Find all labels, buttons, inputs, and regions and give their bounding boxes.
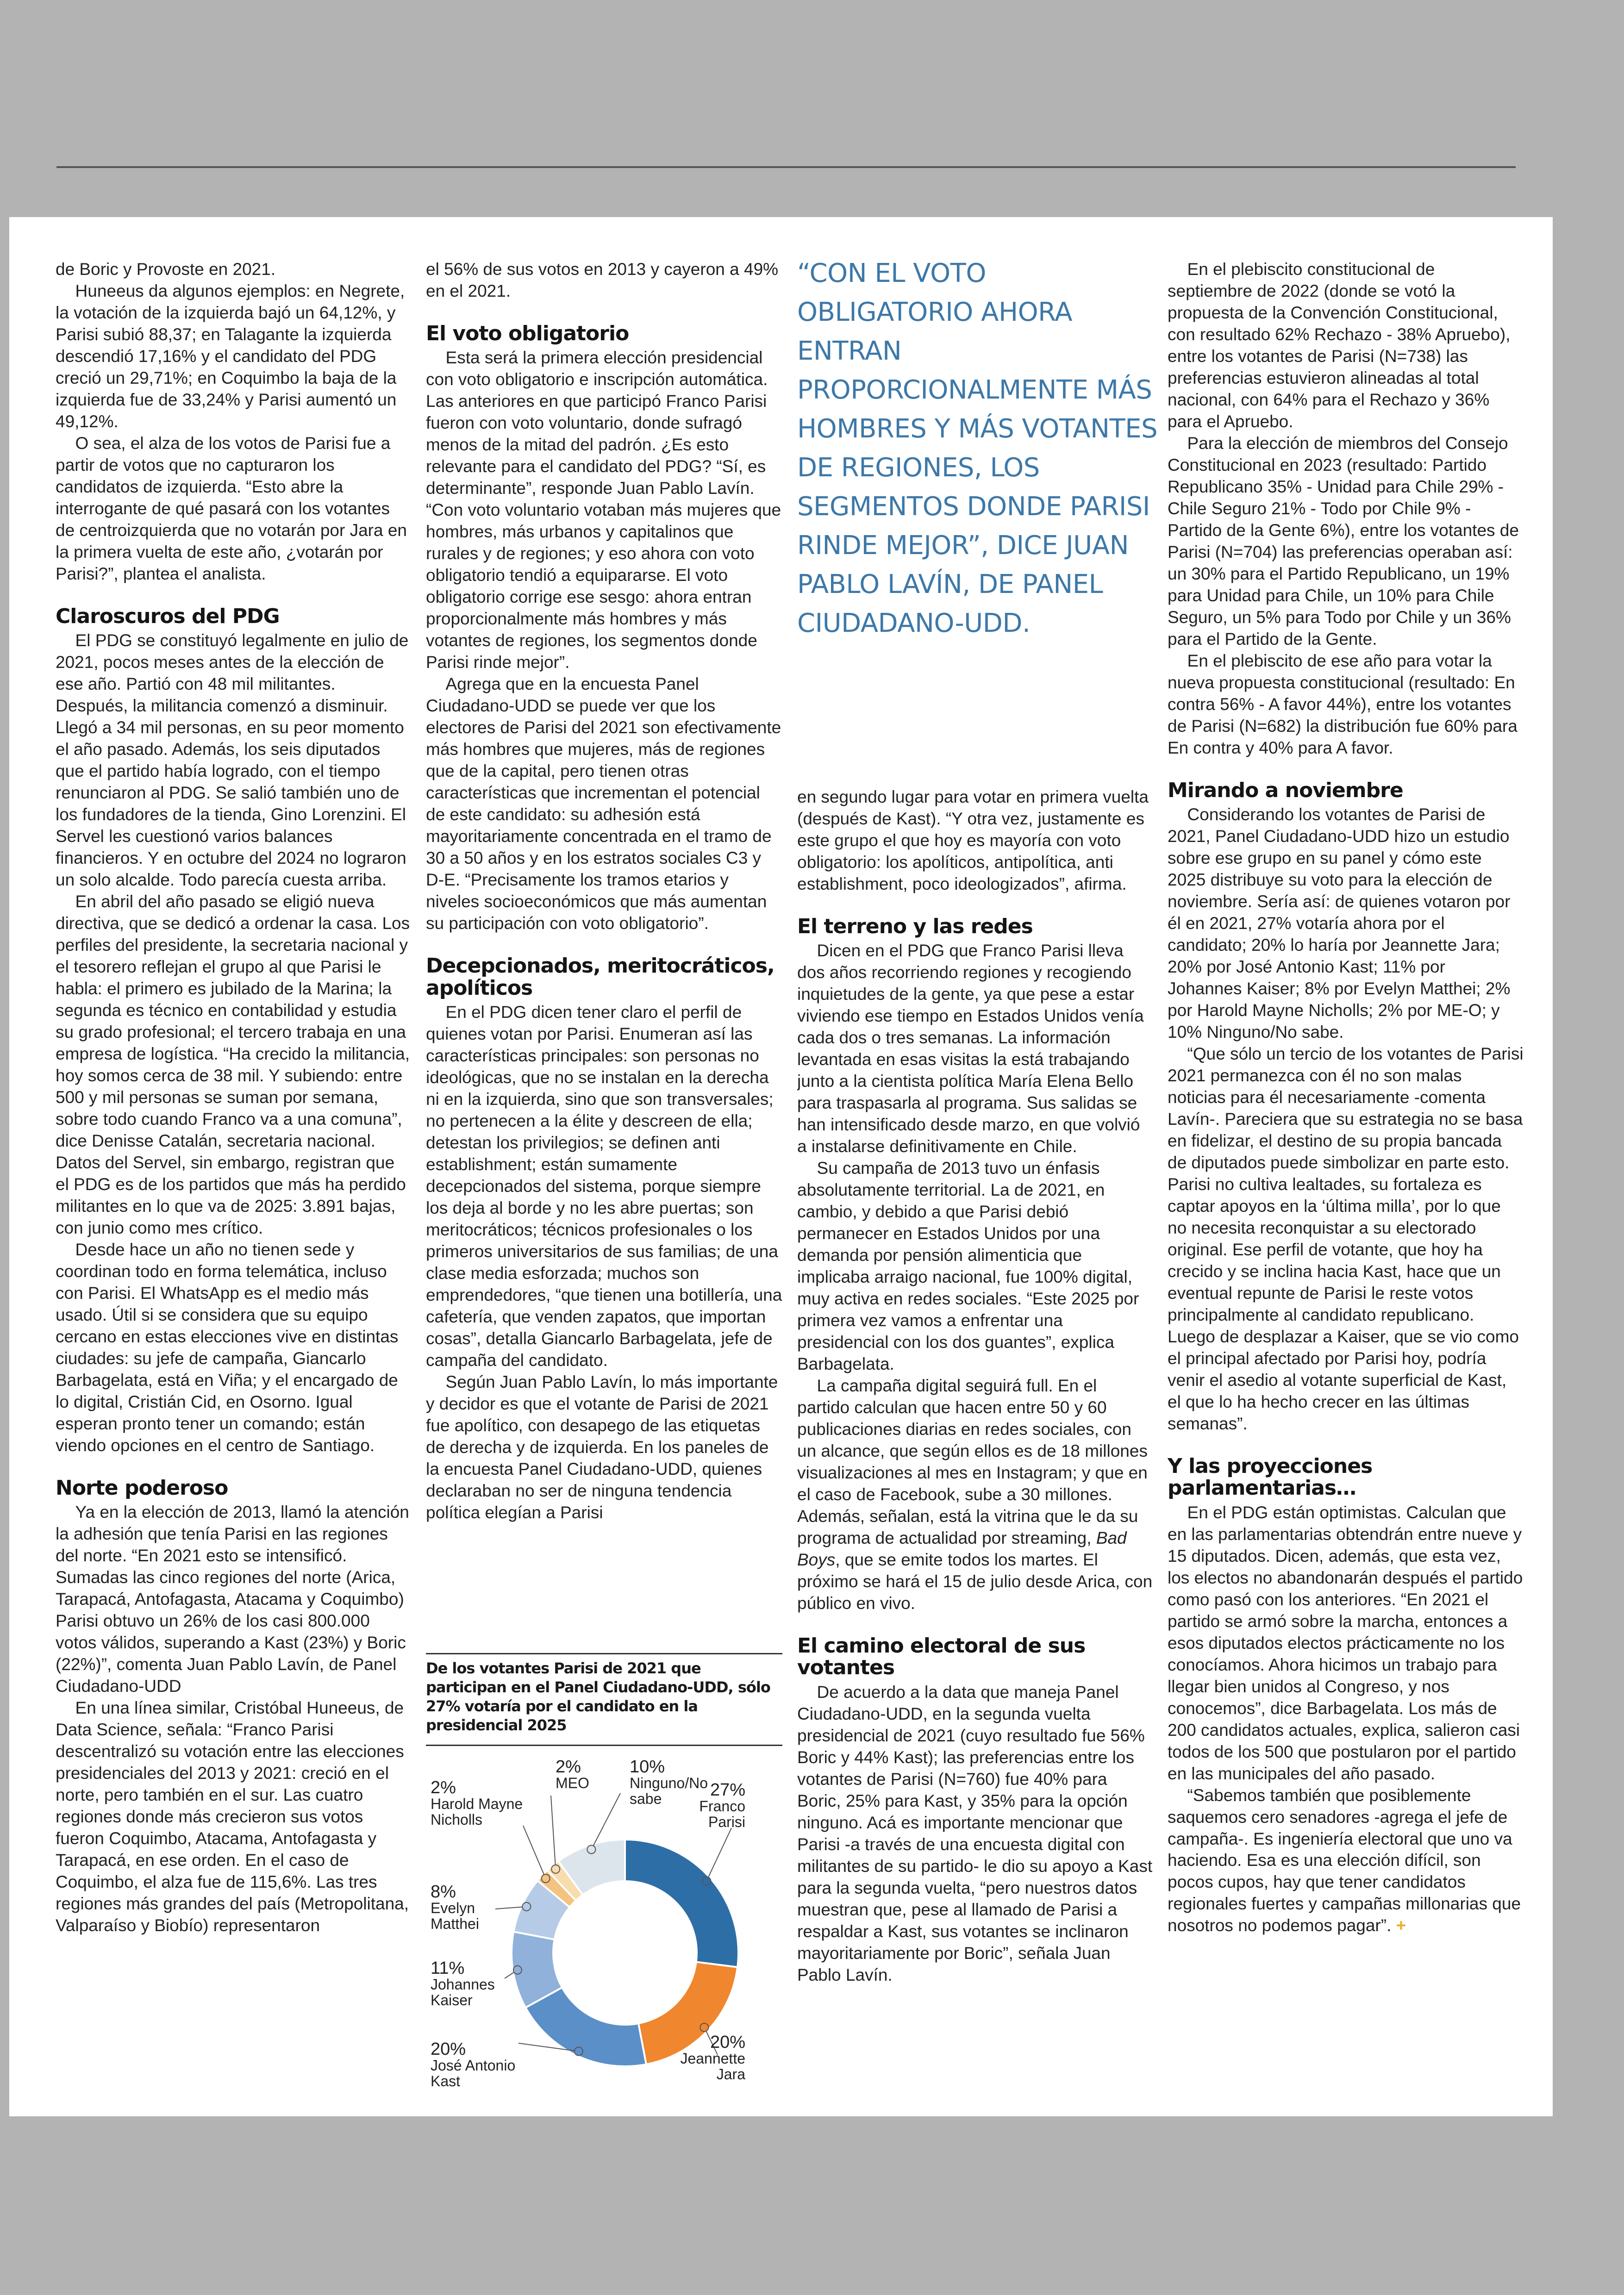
paragraph: En el PDG dicen tener claro el perfil de quienes votan por Parisi. Enumeran así las características principales: son personas no ideológicas, que no se instalan en la derecha ni en la izquierda, sino que son transversales; no pertenecen a la élite y descreen de ella; detestan los privilegios; se definen anti establishment; están sumamente decepcionados del sistema, porque siempre los deja al borde y no les abre puertas; son meritocráticos; técnicos profesionales o los primeros universitarios de sus familias; de una clase media esforzada; muchos son emprendedores, “que tienen una botillería, una cafetería, que venden zapatos, que importan cosas”, detalla Giancarlo Barbagelata, jefe de campaña del candidato. (426, 1003, 782, 1370)
subheading-norte-poderoso: Norte poderoso (56, 1476, 228, 1500)
leader-marker (587, 1846, 595, 1854)
subheading-voto-obligatorio: El voto obligatorio (426, 321, 629, 345)
paragraph: Considerando los votantes de Parisi de 2021, Panel Ciudadano-UDD hizo un estudio sobre ese grupo en su panel y cómo este 2025 distribuye su voto para la elección de noviembre. Sería así: de quienes votaron por él en 2021, 27% votaría ahora por el candidato; 20% lo haría por Jeannette Jara; 20% por José Antonio Kast; 11% por Johannes Kaiser; 8% por Evelyn Matthei; 2% por Harold Mayne Nicholls; 2% por ME-O; y 10% Ninguno/No sabe. (1168, 805, 1511, 1041)
magazine-page (9, 217, 1553, 2116)
subheading-mirando-noviembre: Mirando a noviembre (1168, 778, 1403, 802)
paragraph: En el plebiscito constitucional de septiembre de 2022 (donde se votó la propuesta de la Convención Constitucional, con resultado 62% Rechazo - 38% Apruebo), entre los votantes de Parisi (N=738) las preferencias estuvieron alineadas al total nacional, con 64% para el Rechazo y 36% para el Apruebo. (1168, 260, 1511, 431)
slice-label: 11% Johannes Kaiser (431, 1958, 495, 2008)
paragraph: de Boric y Provoste en 2021. (56, 260, 276, 279)
leader-marker (551, 1865, 560, 1873)
leader-marker (700, 2023, 708, 2032)
subheading-camino-electoral: El camino electoral de sus votantes (797, 1634, 1086, 1680)
slice-label: 2% MEO (556, 1757, 589, 1791)
paragraph (1168, 1785, 1524, 1937)
paragraph-text: La campaña digital seguirá full. En el partido calculan que hacen entre 50 y 60 publicaciones diarias en redes sociales, con un alcance, que según ellos es de 18 millones visualizaciones al mes en Instagram; y que en el caso de Facebook, sube a 30 millones. Además, señalan, está la vitrina que le da su programa de actualidad por streaming, (797, 1376, 1148, 1548)
paragraph: En abril del año pasado se eligió nueva directiva, que se dedicó a ordenar la casa. Los perfiles del presidente, la secretaria nacional y el tesorero reflejan el grupo al que Parisi le habla: el primero es jubilado de la Marina; la segunda es técnico en contabilidad y estudia su grado profesional; el tercero trabaja en una empresa de logística. “Ha crecido la militancia, hoy somos cerca de 38 mil. Y subiendo: entre 500 y mil personas se suman por semana, sobre todo cuando Franco va a una comuna”, dice Denisse Catalán, secretaria nacional. Datos del Servel, sin embargo, registran que el PDG es de los partidos que más ha perdido militantes en lo que va de 2025: 3.891 bajas, con junio como mes crítico. (56, 892, 410, 1237)
chart-title: De los votantes Parisi de 2021 que participan en el Panel Ciudadano-UDD, sólo 27% votaría por el candidato en la presidencial 2025 (426, 1659, 770, 1734)
paragraph: En el plebiscito de ese año para votar la nueva propuesta constitucional (resultado: En contra 56% - A favor 44%), entre los votantes de Parisi (N=682) la distribución fue 60% para En contra y 40% para A favor. (1168, 651, 1518, 757)
chart-rule-bottom (426, 1745, 782, 1746)
donut-slice (525, 1988, 646, 2066)
program-name: Bad Boys (797, 1528, 1127, 1569)
paragraph: Su campaña de 2013 tuvo un énfasis absolutamente territorial. La de 2021, en cambio, y debido a que Parisi debió permanecer en Estados Unidos por una demanda por pensión alimenticia que implicaba arraigo nacional, fue 100% digital, muy activa en redes sociales. “Este 2025 por primera vez vamos a enfrentar una presidencial con los dos guantes”, explica Barbagelata. (797, 1159, 1139, 1374)
paragraph (797, 1375, 1154, 1615)
paragraph: en segundo lugar para votar en primera vuelta (después de Kast). “Y otra vez, justamente es este grupo el que hoy es mayoría con voto obligatorio: los apolíticos, antipolítica, anti establishment, poco ideologizados”, afirma. (797, 787, 1149, 893)
leader-line (523, 1826, 546, 1878)
paragraph: Agrega que en la encuesta Panel Ciudadano-UDD se puede ver que los electores de Parisi del 2021 son efectivamente más hombres que mujeres, más de regiones que de la capital, pero tienen otras características que incrementan el potencial de este candidato: su adhesión está mayoritariamente concentrada en el tramo de 30 a 50 años y en los estratos sociales C3 y D-E. “Precisamente los tramos etarios y niveles socioeconómicos que más aumentan su participación con voto obligatorio”. (426, 674, 781, 933)
subheading-proyecciones: Y las proyecciones parlamentarias… (1168, 1454, 1373, 1500)
paragraph: O sea, el alza de los votos de Parisi fue a partir de votos que no capturaron los candidatos de izquierda. “Esto abre la interrogante de qué pasará con los votantes de centroizquierda que no votarán por Jara en la primera vuelta de este año, ¿votarán por Parisi?”, plantea el analista. (56, 433, 407, 583)
chart-rule-top (426, 1653, 782, 1654)
paragraph: Dicen en el PDG que Franco Parisi lleva dos años recorriendo regiones y recogiendo inquietudes de la gente, ya que pese a estar viviendo ese tiempo en Estados Unidos venía cada dos o tres semanas. La información levantada en esas visitas la está trabajando junto a la cientista política María Elena Bello para traspasarla al programa. Sus salidas se han intensificado desde marzo, en que volvió a instalarse definitivamente en Chile. (797, 941, 1144, 1156)
leader-marker (575, 2047, 583, 2056)
column-4 (1168, 259, 1524, 1937)
paragraph: Ya en la elección de 2013, llamó la atención la adhesión que tenía Parisi en las regiones del norte. “En 2021 esto se intensificó. Sumadas las cinco regiones del norte (Arica, Tarapacá, Antofagasta, Atacama y Coquimbo) Parisi obtuvo un 26% de los casi 800.000 votos válidos, superando a Kast (23%) y Boric (22%)”, comenta Juan Pablo Lavín, de Panel Ciudadano-UDD (56, 1503, 409, 1696)
paragraph: En una línea similar, Cristóbal Huneeus, de Data Science, señala: “Franco Parisi descentralizó su votación entre las elecciones presidenciales del 2013 y 2021: creció en el norte, pero también en el sur. Las cuatro regiones donde más crecieron sus votos fueron Coquimbo, Atacama, Antofagasta y Tarapacá, en ese orden. En el caso de Coquimbo, el alza fue de 115,6%. Las tres regiones más grandes del país (Metropolitana, Valparaíso y Biobío) representaron (56, 1698, 409, 1935)
subheading-decepcionados: Decepcionados, meritocráticos, apolíticos (426, 954, 775, 1000)
top-rule (56, 166, 1516, 168)
donut-chart (426, 1752, 782, 2103)
slice-label: 2% Harold Mayne Nicholls (431, 1778, 523, 1828)
leader-line (706, 1828, 731, 1881)
paragraph: Huneeus da algunos ejemplos: en Negrete, la votación de la izquierda bajó un 64,12%, y Parisi subió 88,37; en Talagante la izquierda descendió 17,16% y el candidato del PDG creció un 29,71%; en Coquimbo la baja de la izquierda fue de 33,24% y Parisi aumentó un 49,12%. (56, 281, 405, 431)
paragraph: “Que sólo un tercio de los votantes de Parisi 2021 permanezca con él no son malas noticias para él necesariamente -comenta Lavín-. Pareciera que su estrategia no se basa en fidelizar, el destino de su propia bancada de diputados puede simbolizar en parte esto. Parisi no cultiva lealtades, su fortaleza es captar apoyos en la ‘última milla’, por lo que no necesita reconquistar a su electorado original. Ese perfil de votante, que hoy ha crecido y se inclina hacia Kast, hace que un eventual repunte de Parisi le reste votos principalmente al candidato republicano. Luego de desplazar a Kaiser, que se vio como el principal afectado por Parisi hoy, podría venir el asedio al votante superficial de Kast, el que lo ha hecho crecer en las últimas semanas”. (1168, 1044, 1524, 1433)
leader-marker (513, 1966, 522, 1974)
slice-label: 27% Franco Parisi (699, 1780, 745, 1830)
leader-line (551, 1796, 556, 1869)
paragraph: Esta será la primera elección presidencial con voto obligatorio e inscripción automática. Las anteriores en que participó Franco Parisi fueron con voto voluntario, donde sufragó menos de la mitad del padrón. ¿Es esto relevante para el candidato del PDG? “Sí, es determinante”, responde Juan Pablo Lavín. “Con voto voluntario votaban más mujeres que hombres, más urbanos y capitalinos que rurales y de regiones; y eso ahora con voto obligatorio tendió a equipararse. El voto obligatorio corrige ese sesgo: ahora entran proporcionalmente más hombres y más votantes de regiones, los segmentos donde Parisi rinde mejor”. (426, 348, 781, 672)
end-mark-icon: + (1396, 1916, 1406, 1935)
slice-label: 8% Evelyn Matthei (431, 1882, 479, 1932)
donut-slice (625, 1840, 738, 1967)
paragraph: Para la elección de miembros del Consejo Constitucional en 2023 (resultado: Partido Republicano 35% - Unidad para Chile 29% - Chile Seguro 21% - Todo por Chile 9% - Partido de la Gente 6%), entre los votantes de Parisi (N=704) las preferencias operaban así: un 30% para el Partido Republicano, un 19% para Unidad para Chile, un 10% para Chile Seguro, un 5% para Todo por Chile y un 36% para el Partido de la Gente. (1168, 433, 1519, 649)
slice-label: 20% Jeannette Jara (680, 2033, 745, 2083)
leader-marker (542, 1874, 550, 1883)
paragraph: El PDG se constituyó legalmente en julio de 2021, pocos meses antes de la elección de ese año. Partió con 48 mil militantes. Después, la militancia comenzó a disminuir. Llegó a 34 mil personas, en su peor momento el año pasado. Además, los seis diputados que el partido había logrado, con el tiempo renunciaron al PDG. Se salió también uno de los fundadores de la tienda, Gino Lorenzini. El Servel les cuestionó varios balances financieros. Y en octubre del 2024 no lograron un solo alcalde. Todo parecía cuesta arriba. (56, 631, 409, 890)
paragraph: De acuerdo a la data que maneja Panel Ciudadano-UDD, en la segunda vuelta presidencial de 2021 (cuyo resultado fue 56% Boric y 44% Kast); las preferencias entre los votantes de Parisi (N=760) fue 40% para Boric, 25% para Kast, y 35% para la opción ninguno. Acá es importante mencionar que Parisi -a través de una encuesta digital con militantes de su partido- le dio su apoyo a Kast para la segunda vuelta, “pero nuestros datos muestran que, pese al llamado de Parisi a respaldar a Kast, sus votantes se inclinaron mayoritariamente por Boric”, señala Juan Pablo Lavín. (797, 1682, 1153, 1984)
paragraph: Según Juan Pablo Lavín, lo más importante y decidor es que el votante de Parisi de 2021 fue apolítico, con desapego de las etiquetas de derecha y de izquierda. En los paneles de la encuesta Panel Ciudadano-UDD, quienes declaraban no ser de ninguna tendencia política elegían a Parisi (426, 1372, 778, 1522)
slice-label: 20% José Antonio Kast (431, 2039, 516, 2089)
column-3 (797, 786, 1154, 1986)
paragraph-text: , que se emite todos los martes. El próximo se hará el 15 de julio desde Arica, con público en vivo. (797, 1550, 1153, 1613)
pull-quote: “CON EL VOTO OBLIGATORIO AHORA ENTRAN PROPORCIONALMENTE MÁS HOMBRES Y MÁS VOTANTES DE REGIONES, LOS SEGMENTOS DONDE PARISI RINDE MEJOR”, DICE JUAN PABLO LAVÍN, DE PANEL CIUDADANO-UDD. (797, 258, 1158, 638)
subheading-claroscuros: Claroscuros del PDG (56, 604, 280, 628)
paragraph-text: “Sabemos también que posiblemente saquemos cero senadores -agrega el jefe de campaña-. Es ingeniería electoral que uno va haciendo. Esa es una elección difícil, son pocos cupos, hay que tener candidatos regionales fuertes y campañas millonarias que nosotros no podemos pagar”. (1168, 1785, 1521, 1935)
column-1 (56, 259, 412, 1937)
leader-marker (702, 1877, 711, 1885)
slice-label: 10% Ninguno/No sabe (630, 1757, 708, 1807)
column-2 (426, 259, 782, 1524)
paragraph: Desde hace un año no tienen sede y coordinan todo en forma telemática, incluso con Parisi. El WhatsApp es el medio más usado. Útil si se considera que su equipo cercano en estas elecciones vive en distintas ciudades: su jefe de campaña, Giancarlo Barbagelata, está en Viña; y el encargado de lo digital, Cristián Cid, en Osorno. Igual esperan pronto tener un comando; están viendo opciones en el centro de Santiago. (56, 1240, 399, 1455)
paragraph: el 56% de sus votos en 2013 y cayeron a 49% en el 2021. (426, 260, 779, 300)
paragraph: En el PDG están optimistas. Calculan que en las parlamentarias obtendrán entre nueve y 15 diputados. Dicen, además, que esta vez, los electos no abandonarán después el partido como pasó con los anteriores. “En 2021 el partido se armó sobre la marcha, entonces a esos diputados electos prácticamente no los conocíamos. Ahora hicimos un trabajo para llegar bien unidos al Congreso, y nos conocemos”, dice Barbagelata. Los más de 200 candidatos actuales, explica, salieron casi todos de los 500 que postularon por el partido en las municipales del año pasado. (1168, 1503, 1523, 1783)
leader-marker (522, 1902, 531, 1911)
subheading-terreno-redes: El terreno y las redes (797, 914, 1033, 938)
